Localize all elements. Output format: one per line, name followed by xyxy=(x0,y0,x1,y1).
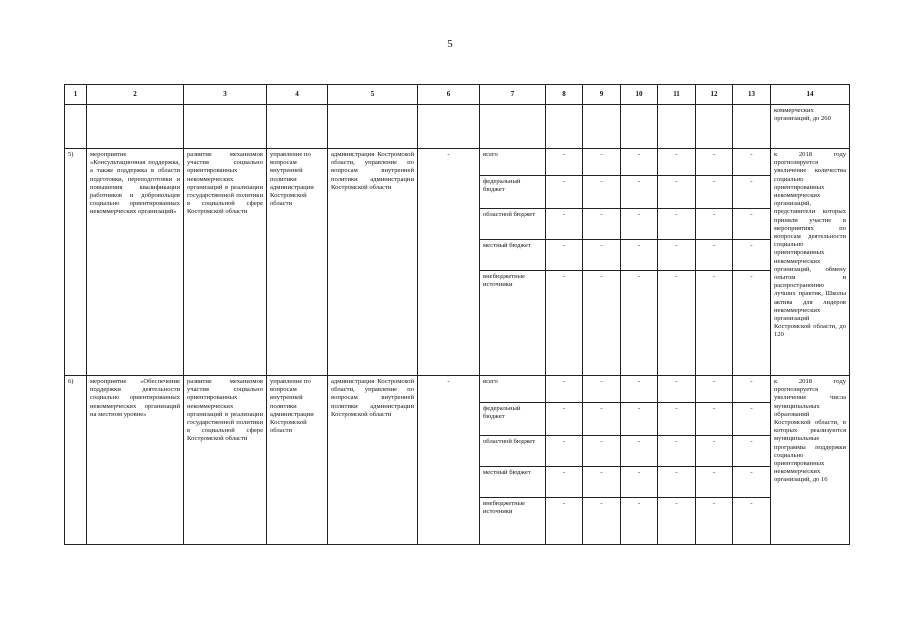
value-cell: - xyxy=(658,436,696,467)
result-cell: к 2018 году прогнозируется увеличение числа муниципальных образований Костромской области, в которых реализуются муниципальные программы поддержки социально ориентированных некоммерческих организаций, до 16 xyxy=(771,376,850,545)
value-cell: - xyxy=(546,403,583,436)
value-cell: - xyxy=(621,240,658,271)
header-row xyxy=(65,85,850,105)
value-cell: - xyxy=(621,467,658,498)
value-cell: - xyxy=(658,467,696,498)
header-cell: 4 xyxy=(267,85,328,105)
value-cell: - xyxy=(733,436,771,467)
value-cell: - xyxy=(621,271,658,376)
header-cell: 7 xyxy=(480,85,546,105)
value-cell: - xyxy=(583,209,621,240)
value-cell: - xyxy=(546,176,583,209)
row-number: 5) xyxy=(65,149,87,376)
header-cell: 3 xyxy=(184,85,267,105)
executor-cell: управление по вопросам внутренней политики администрации Костромской области xyxy=(267,149,328,376)
header-cell: 11 xyxy=(658,85,696,105)
value-cell: - xyxy=(546,436,583,467)
value-cell: - xyxy=(621,149,658,176)
value-cell: - xyxy=(621,436,658,467)
value-cell: - xyxy=(696,209,733,240)
value-cell: - xyxy=(583,436,621,467)
source-cell: местный бюджет xyxy=(480,240,546,271)
source-cell: внебюджетные источники xyxy=(480,498,546,545)
source-cell: федеральный бюджет xyxy=(480,403,546,436)
page-number: 5 xyxy=(447,38,453,50)
value-cell: - xyxy=(658,149,696,176)
value-cell: - xyxy=(658,403,696,436)
value-cell: - xyxy=(546,376,583,403)
value-cell: - xyxy=(696,271,733,376)
header-cell: 14 xyxy=(771,85,850,105)
value-cell: - xyxy=(583,376,621,403)
value-cell: - xyxy=(733,176,771,209)
value-cell: - xyxy=(621,209,658,240)
goal-cell: развитие механизмов участия социально ориентированных некоммерческих организаций в реализации государственной политики в социальной сфере Костромской области xyxy=(184,376,267,545)
value-cell: - xyxy=(583,240,621,271)
table-row xyxy=(65,376,850,403)
value-cell: - xyxy=(546,498,583,545)
value-cell: - xyxy=(621,403,658,436)
source-cell: местный бюджет xyxy=(480,467,546,498)
value-cell: - xyxy=(733,149,771,176)
value-cell: - xyxy=(583,403,621,436)
continuation-row xyxy=(65,105,850,149)
value-cell: - xyxy=(696,436,733,467)
source-cell: всего xyxy=(480,149,546,176)
value-cell: - xyxy=(621,498,658,545)
value-cell: - xyxy=(546,467,583,498)
source-cell: всего xyxy=(480,376,546,403)
header-cell: 6 xyxy=(418,85,480,105)
value-cell: - xyxy=(733,271,771,376)
value-cell: - xyxy=(696,467,733,498)
executor-cell: управление по вопросам внутренней политики администрации Костромской области xyxy=(267,376,328,545)
result-cell: к 2018 году прогнозируется увеличение количества социально ориентированных некоммерческих организаций, представители которых приняли участие в мероприятиях по вопросам деятельности социально ориентированных некоммерческих организаций, обмену опытом и распространению лучших практик, Школы актива для лидеров некоммерческих организаций Костромской области, до 120 xyxy=(771,149,850,376)
continuation-result: коммерческих организаций, до 260 xyxy=(771,105,850,149)
value-cell: - xyxy=(658,240,696,271)
value-cell: - xyxy=(546,271,583,376)
source-cell: областной бюджет xyxy=(480,209,546,240)
header-cell: 10 xyxy=(621,85,658,105)
value-cell: - xyxy=(621,176,658,209)
header-cell: 12 xyxy=(696,85,733,105)
value-cell: - xyxy=(733,403,771,436)
value-cell: - xyxy=(733,209,771,240)
header-cell: 13 xyxy=(733,85,771,105)
value-cell: - xyxy=(546,149,583,176)
value-cell: - xyxy=(696,403,733,436)
value-cell: - xyxy=(583,271,621,376)
measure-cell: мероприятие «Консультационная поддержка, а также поддержка в области подготовки, переподготовки и повышения квалификации работников и добровольцев социально ориентированных некоммерческих организаций» xyxy=(87,149,184,376)
source-cell: внебюджетные источники xyxy=(480,271,546,376)
program-table xyxy=(64,84,850,545)
col6-cell: - xyxy=(418,149,480,376)
value-cell: - xyxy=(583,176,621,209)
header-cell: 2 xyxy=(87,85,184,105)
value-cell: - xyxy=(546,240,583,271)
value-cell: - xyxy=(658,376,696,403)
value-cell: - xyxy=(696,498,733,545)
value-cell: - xyxy=(696,176,733,209)
value-cell: - xyxy=(658,271,696,376)
value-cell: - xyxy=(696,149,733,176)
value-cell: - xyxy=(658,176,696,209)
row-number: 6) xyxy=(65,376,87,545)
participant-cell: администрация Костромской области, управление по вопросам внутренней политики администрации Костромской области xyxy=(328,376,418,545)
value-cell: - xyxy=(583,498,621,545)
source-cell: федеральный бюджет xyxy=(480,176,546,209)
table-row xyxy=(65,149,850,176)
value-cell: - xyxy=(696,240,733,271)
value-cell: - xyxy=(733,498,771,545)
header-cell: 9 xyxy=(583,85,621,105)
goal-cell: развитие механизмов участия социально ориентированных некоммерческих организаций в реализации государственной политики в социальной сфере Костромской области xyxy=(184,149,267,376)
value-cell: - xyxy=(733,376,771,403)
value-cell: - xyxy=(583,149,621,176)
value-cell: - xyxy=(658,498,696,545)
col6-cell: - xyxy=(418,376,480,545)
header-cell: 1 xyxy=(65,85,87,105)
source-cell: областной бюджет xyxy=(480,436,546,467)
measure-cell: мероприятие «Обеспечение поддержки деятельности социально ориентированных некоммерческих организаций на местном уровне» xyxy=(87,376,184,545)
value-cell: - xyxy=(546,209,583,240)
header-cell: 5 xyxy=(328,85,418,105)
value-cell: - xyxy=(733,240,771,271)
value-cell: - xyxy=(733,467,771,498)
participant-cell: администрация Костромской области, управление по вопросам внутренней политики администрации Костромской области xyxy=(328,149,418,376)
header-cell: 8 xyxy=(546,85,583,105)
value-cell: - xyxy=(696,376,733,403)
value-cell: - xyxy=(621,376,658,403)
value-cell: - xyxy=(658,209,696,240)
value-cell: - xyxy=(583,467,621,498)
